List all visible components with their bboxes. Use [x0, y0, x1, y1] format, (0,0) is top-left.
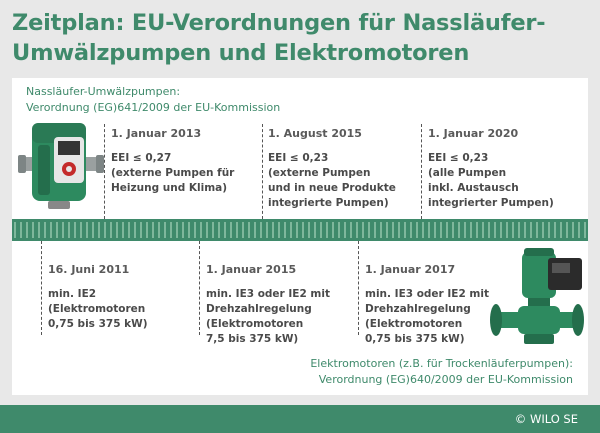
- detail-line: inkl. Austausch: [428, 182, 519, 194]
- detail-line: integrierter Pumpen): [428, 197, 554, 209]
- milestone-date: 1. Januar 2013: [111, 127, 202, 140]
- milestone-date: 1. Januar 2017: [365, 263, 456, 276]
- detail-line: 0,75 bis 375 kW): [365, 333, 465, 345]
- detail-line: (Elektromotoren: [206, 318, 304, 330]
- timeline-bar: [12, 219, 588, 241]
- detail-line: (alle Pumpen: [428, 167, 507, 179]
- detail-line: min. IE2: [48, 288, 97, 300]
- milestone-date: 16. Juni 2011: [48, 263, 130, 276]
- milestone-detail: [268, 151, 396, 211]
- wet-rotor-pump-image: [18, 115, 104, 215]
- detail-line: (externe Pumpen für: [111, 167, 235, 179]
- marker-line-2015-aug: [262, 124, 263, 219]
- title-line-1: Zeitplan: EU-Verordnungen für Nassläufer-: [12, 10, 546, 36]
- bottom-regulation-line-2: Verordnung (EG)640/2009 der EU-Kommission: [318, 373, 573, 386]
- detail-line: und in neue Produkte: [268, 182, 396, 194]
- marker-line-2015-jan: [199, 241, 200, 335]
- dry-runner-pump-image: [488, 246, 586, 352]
- milestone-detail: [111, 151, 234, 196]
- milestone-detail: [428, 151, 554, 211]
- timeline-ticks: [12, 219, 588, 241]
- detail-line: EEI ≤ 0,27: [111, 152, 172, 164]
- marker-line-2011: [41, 241, 42, 335]
- detail-line: (Elektromotoren: [48, 303, 146, 315]
- bottom-milestone: [48, 262, 148, 332]
- title: [12, 8, 592, 68]
- bottom-regulation-line-1: Elektromotoren (z.B. für Trockenläuferpumpen):: [310, 357, 573, 370]
- marker-line-2013: [104, 124, 105, 219]
- detail-line: 7,5 bis 375 kW): [206, 333, 299, 345]
- milestone-detail: [206, 287, 330, 347]
- top-milestone: [111, 126, 234, 196]
- top-regulation: [26, 84, 280, 116]
- top-regulation-line-1: Nassläufer-Umwälzpumpen:: [26, 85, 181, 98]
- detail-line: EEI ≤ 0,23: [268, 152, 329, 164]
- milestone-detail: [48, 287, 148, 332]
- top-milestone: [428, 126, 554, 211]
- bottom-milestone: [206, 262, 330, 347]
- detail-line: 0,75 bis 375 kW): [48, 318, 148, 330]
- footer-bar: [0, 405, 600, 433]
- detail-line: min. IE3 oder IE2 mit: [206, 288, 330, 300]
- top-regulation-line-2: Verordnung (EG)641/2009 der EU-Kommission: [26, 101, 281, 114]
- detail-line: EEI ≤ 0,23: [428, 152, 489, 164]
- detail-line: (externe Pumpen: [268, 167, 371, 179]
- marker-line-2017: [358, 241, 359, 335]
- bottom-regulation: [310, 356, 573, 388]
- marker-line-2020: [421, 124, 422, 219]
- detail-line: Drehzahlregelung: [206, 303, 312, 315]
- detail-line: Heizung und Klima): [111, 182, 228, 194]
- title-line-2: Umwälzpumpen und Elektromotoren: [12, 40, 470, 66]
- milestone-detail: [365, 287, 489, 347]
- milestone-date: 1. August 2015: [268, 127, 362, 140]
- milestone-date: 1. Januar 2020: [428, 127, 519, 140]
- detail-line: integrierte Pumpen): [268, 197, 389, 209]
- detail-line: min. IE3 oder IE2 mit: [365, 288, 489, 300]
- detail-line: Drehzahlregelung: [365, 303, 471, 315]
- bottom-milestone: [365, 262, 489, 347]
- top-milestone: [268, 126, 396, 211]
- milestone-date: 1. Januar 2015: [206, 263, 297, 276]
- detail-line: (Elektromotoren: [365, 318, 463, 330]
- copyright: © WILO SE: [514, 412, 578, 426]
